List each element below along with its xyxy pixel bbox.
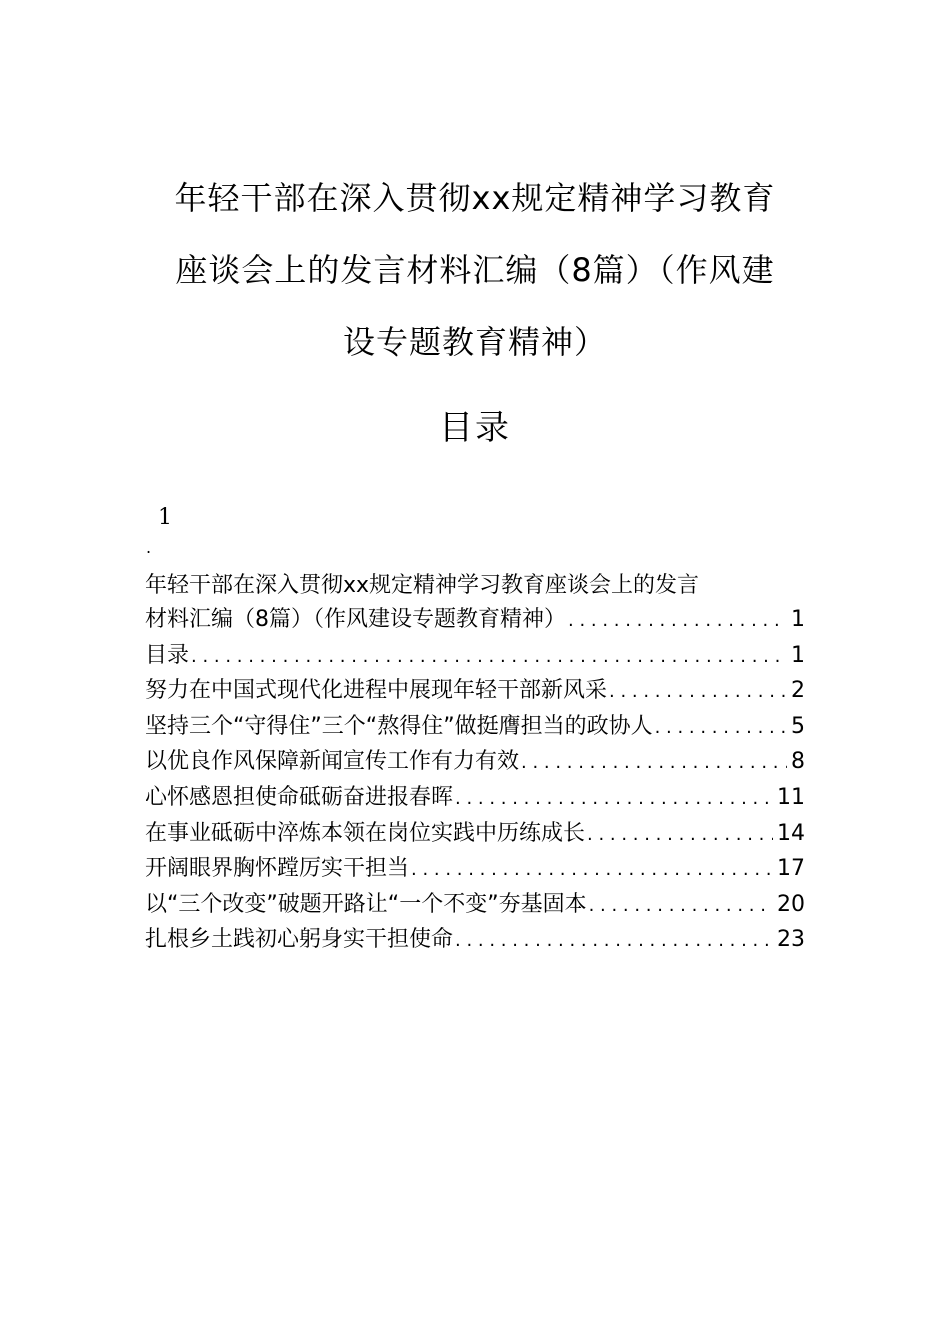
toc-entry-page-number: 5 — [791, 713, 805, 739]
toc-entry-label: 努力在中国式现代化进程中展现年轻干部新风采 — [145, 678, 608, 704]
toc-entry-page-number: 2 — [791, 678, 805, 704]
toc-entry-label: 目录 — [145, 642, 190, 668]
toc-entry-label: 以优良作风保障新闻宣传工作有力有效 — [145, 749, 520, 775]
toc-entry[interactable] — [145, 639, 805, 675]
toc-entry-label: 在事业砥砺中淬炼本领在岗位实践中历练成长 — [145, 820, 586, 846]
list-dot-marker: . — [146, 538, 152, 557]
toc-dot-leader — [521, 746, 787, 781]
toc-dot-leader — [609, 675, 787, 710]
toc-dot-leader — [455, 782, 773, 817]
toc-entry-label: 扎根乡土践初心躬身实干担使命 — [145, 927, 454, 953]
toc-dot-leader — [655, 711, 787, 746]
toc-entry-list — [145, 603, 805, 959]
list-number-marker: 1 — [158, 505, 172, 530]
toc-entry-label: 开阔眼界胸怀蹚厉实干担当 — [145, 856, 410, 882]
toc-entry-label: 以“三个改变”破题开路让“一个不变”夯基固本 — [145, 891, 587, 917]
toc-dot-leader — [455, 924, 773, 959]
toc-entry-page-number: 1 — [791, 642, 805, 668]
toc-heading: 目录 — [439, 408, 511, 448]
table-of-contents — [145, 568, 805, 959]
toc-dot-leader — [191, 640, 787, 675]
toc-entry[interactable] — [145, 781, 805, 817]
document-title — [140, 162, 810, 378]
toc-entry[interactable] — [145, 923, 805, 959]
toc-entry[interactable] — [145, 710, 805, 746]
toc-dot-leader — [411, 853, 773, 888]
toc-entry[interactable] — [145, 888, 805, 924]
toc-entry[interactable] — [145, 674, 805, 710]
toc-entry[interactable] — [145, 603, 805, 639]
toc-entry-label: 心怀感恩担使命砥砺奋进报春晖 — [145, 784, 454, 810]
toc-entry-label: 材料汇编（8篇）（作风建设专题教育精神） — [145, 607, 566, 632]
toc-entry[interactable] — [145, 817, 805, 853]
toc-intro-line[interactable]: 年轻干部在深入贯彻xx规定精神学习教育座谈会上的发言 — [145, 573, 700, 598]
toc-dot-leader — [587, 818, 773, 853]
toc-entry[interactable] — [145, 745, 805, 781]
title-line-2: 座谈会上的发言材料汇编（8篇）（作风建 — [175, 251, 775, 289]
toc-entry-page-number: 14 — [777, 820, 805, 846]
toc-entry-page-number: 8 — [791, 749, 805, 775]
title-line-1: 年轻干部在深入贯彻xx规定精神学习教育 — [174, 179, 776, 217]
toc-dot-leader — [568, 604, 787, 639]
toc-entry-page-number: 11 — [777, 784, 805, 810]
toc-entry-page-number: 17 — [777, 856, 805, 882]
toc-entry-page-number: 23 — [777, 927, 805, 953]
toc-entry-page-number: 20 — [777, 891, 805, 917]
toc-entry[interactable] — [145, 852, 805, 888]
toc-dot-leader — [589, 889, 773, 924]
title-line-3: 设专题教育精神） — [342, 323, 607, 361]
toc-entry-page-number: 1 — [791, 607, 805, 632]
toc-entry-label: 坚持三个“守得住”三个“熬得住”做挺膺担当的政协人 — [145, 713, 653, 739]
